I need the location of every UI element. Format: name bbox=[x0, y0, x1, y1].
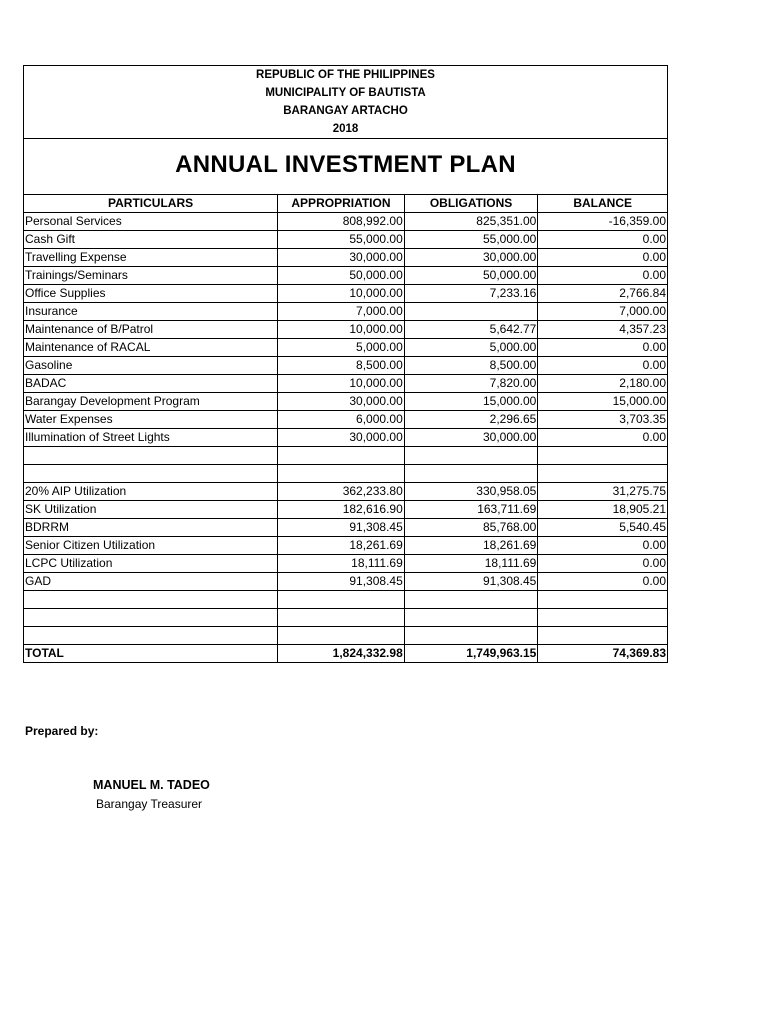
cell-obligations: 825,351.00 bbox=[404, 213, 538, 231]
cell-obligations: 2,296.65 bbox=[404, 411, 538, 429]
cell-appropriation bbox=[278, 465, 405, 483]
table-header-row bbox=[24, 195, 668, 213]
cell-particulars: Trainings/Seminars bbox=[24, 267, 278, 285]
cell-obligations: 85,768.00 bbox=[404, 519, 538, 537]
cell-particulars: Insurance bbox=[24, 303, 278, 321]
table-row bbox=[24, 339, 668, 357]
table-row bbox=[24, 465, 668, 483]
cell-particulars: GAD bbox=[24, 573, 278, 591]
cell-obligations: 5,000.00 bbox=[404, 339, 538, 357]
cell-appropriation bbox=[278, 447, 405, 465]
cell-appropriation: 50,000.00 bbox=[278, 267, 405, 285]
cell-appropriation: 6,000.00 bbox=[278, 411, 405, 429]
report-sheet bbox=[23, 65, 668, 663]
cell-obligations: 15,000.00 bbox=[404, 393, 538, 411]
cell-obligations: 30,000.00 bbox=[404, 249, 538, 267]
cell-appropriation bbox=[278, 591, 405, 609]
cell-appropriation: 10,000.00 bbox=[278, 321, 405, 339]
cell-obligations: 330,958.05 bbox=[404, 483, 538, 501]
cell-balance bbox=[538, 447, 668, 465]
cell-obligations: 163,711.69 bbox=[404, 501, 538, 519]
cell-appropriation: 362,233.80 bbox=[278, 483, 405, 501]
cell-particulars: Barangay Development Program bbox=[24, 393, 278, 411]
cell-balance: -16,359.00 bbox=[538, 213, 668, 231]
cell-balance: 2,766.84 bbox=[538, 285, 668, 303]
table-row bbox=[24, 303, 668, 321]
cell-balance: 0.00 bbox=[538, 429, 668, 447]
signatory-name: MANUEL M. TADEO bbox=[93, 778, 210, 792]
cell-obligations bbox=[404, 465, 538, 483]
cell-particulars bbox=[24, 609, 278, 627]
cell-particulars: Maintenance of RACAL bbox=[24, 339, 278, 357]
cell-balance: 5,540.45 bbox=[538, 519, 668, 537]
cell-obligations bbox=[404, 447, 538, 465]
cell-appropriation: 8,500.00 bbox=[278, 357, 405, 375]
cell-appropriation: 18,261.69 bbox=[278, 537, 405, 555]
total-cell-obligations: 1,749,963.15 bbox=[404, 645, 538, 663]
cell-particulars: SK Utilization bbox=[24, 501, 278, 519]
header-municipality: MUNICIPALITY OF BAUTISTA bbox=[265, 87, 426, 99]
cell-appropriation: 30,000.00 bbox=[278, 393, 405, 411]
cell-obligations: 7,820.00 bbox=[404, 375, 538, 393]
cell-obligations: 18,111.69 bbox=[404, 555, 538, 573]
cell-particulars: BDRRM bbox=[24, 519, 278, 537]
report-header bbox=[23, 65, 668, 138]
total-cell-particulars: TOTAL bbox=[24, 645, 278, 663]
cell-appropriation bbox=[278, 609, 405, 627]
table-row bbox=[24, 429, 668, 447]
table-row bbox=[24, 501, 668, 519]
cell-particulars bbox=[24, 627, 278, 645]
cell-balance: 0.00 bbox=[538, 555, 668, 573]
cell-balance bbox=[538, 465, 668, 483]
cell-obligations: 7,233.16 bbox=[404, 285, 538, 303]
cell-particulars: BADAC bbox=[24, 375, 278, 393]
cell-particulars: Senior Citizen Utilization bbox=[24, 537, 278, 555]
cell-balance: 2,180.00 bbox=[538, 375, 668, 393]
cell-balance bbox=[538, 627, 668, 645]
cell-particulars: Cash Gift bbox=[24, 231, 278, 249]
cell-obligations: 8,500.00 bbox=[404, 357, 538, 375]
cell-balance bbox=[538, 591, 668, 609]
cell-appropriation: 10,000.00 bbox=[278, 285, 405, 303]
cell-particulars: Gasoline bbox=[24, 357, 278, 375]
table-row bbox=[24, 285, 668, 303]
cell-obligations: 18,261.69 bbox=[404, 537, 538, 555]
cell-balance: 7,000.00 bbox=[538, 303, 668, 321]
cell-appropriation: 182,616.90 bbox=[278, 501, 405, 519]
total-row bbox=[24, 645, 668, 663]
table-row bbox=[24, 447, 668, 465]
cell-particulars: Illumination of Street Lights bbox=[24, 429, 278, 447]
cell-balance: 15,000.00 bbox=[538, 393, 668, 411]
prepared-by-label: Prepared by: bbox=[25, 724, 99, 738]
cell-obligations bbox=[404, 591, 538, 609]
cell-appropriation: 7,000.00 bbox=[278, 303, 405, 321]
cell-balance: 0.00 bbox=[538, 249, 668, 267]
table-row bbox=[24, 411, 668, 429]
cell-obligations bbox=[404, 303, 538, 321]
cell-balance: 4,357.23 bbox=[538, 321, 668, 339]
cell-balance: 31,275.75 bbox=[538, 483, 668, 501]
table-body bbox=[24, 213, 668, 663]
cell-appropriation: 5,000.00 bbox=[278, 339, 405, 357]
investment-table bbox=[23, 194, 668, 663]
cell-balance: 0.00 bbox=[538, 573, 668, 591]
cell-appropriation: 30,000.00 bbox=[278, 249, 405, 267]
table-row bbox=[24, 627, 668, 645]
table-row bbox=[24, 537, 668, 555]
cell-obligations: 50,000.00 bbox=[404, 267, 538, 285]
cell-appropriation: 30,000.00 bbox=[278, 429, 405, 447]
header-year: 2018 bbox=[332, 123, 359, 135]
cell-balance: 0.00 bbox=[538, 267, 668, 285]
cell-obligations: 5,642.77 bbox=[404, 321, 538, 339]
column-header-particulars: PARTICULARS bbox=[24, 195, 278, 213]
cell-balance bbox=[538, 609, 668, 627]
cell-balance: 18,905.21 bbox=[538, 501, 668, 519]
table-row bbox=[24, 375, 668, 393]
cell-obligations: 55,000.00 bbox=[404, 231, 538, 249]
cell-particulars: Travelling Expense bbox=[24, 249, 278, 267]
table-row bbox=[24, 321, 668, 339]
cell-particulars: Office Supplies bbox=[24, 285, 278, 303]
table-row bbox=[24, 519, 668, 537]
table-row bbox=[24, 483, 668, 501]
cell-obligations: 91,308.45 bbox=[404, 573, 538, 591]
cell-balance: 0.00 bbox=[538, 339, 668, 357]
cell-obligations bbox=[404, 627, 538, 645]
table-row bbox=[24, 591, 668, 609]
cell-appropriation: 18,111.69 bbox=[278, 555, 405, 573]
cell-particulars bbox=[24, 447, 278, 465]
cell-balance: 3,703.35 bbox=[538, 411, 668, 429]
cell-particulars: LCPC Utilization bbox=[24, 555, 278, 573]
page-title: ANNUAL INVESTMENT PLAN bbox=[23, 138, 668, 194]
table-row bbox=[24, 573, 668, 591]
table-row bbox=[24, 609, 668, 627]
cell-balance: 0.00 bbox=[538, 537, 668, 555]
cell-particulars: Personal Services bbox=[24, 213, 278, 231]
cell-obligations: 30,000.00 bbox=[404, 429, 538, 447]
header-country: REPUBLIC OF THE PHILIPPINES bbox=[256, 69, 435, 81]
table-row bbox=[24, 249, 668, 267]
table-row bbox=[24, 213, 668, 231]
cell-appropriation: 55,000.00 bbox=[278, 231, 405, 249]
cell-balance: 0.00 bbox=[538, 231, 668, 249]
cell-appropriation bbox=[278, 627, 405, 645]
cell-appropriation: 91,308.45 bbox=[278, 519, 405, 537]
table-row bbox=[24, 357, 668, 375]
signatory-position: Barangay Treasurer bbox=[96, 797, 203, 811]
header-barangay: BARANGAY ARTACHO bbox=[283, 105, 408, 117]
cell-particulars: 20% AIP Utilization bbox=[24, 483, 278, 501]
cell-appropriation: 808,992.00 bbox=[278, 213, 405, 231]
cell-particulars: Maintenance of B/Patrol bbox=[24, 321, 278, 339]
column-header-balance: BALANCE bbox=[538, 195, 668, 213]
total-cell-appropriation: 1,824,332.98 bbox=[278, 645, 405, 663]
cell-obligations bbox=[404, 609, 538, 627]
cell-particulars bbox=[24, 591, 278, 609]
cell-particulars: Water Expenses bbox=[24, 411, 278, 429]
column-header-obligations: OBLIGATIONS bbox=[404, 195, 538, 213]
table-row bbox=[24, 555, 668, 573]
cell-balance: 0.00 bbox=[538, 357, 668, 375]
cell-particulars bbox=[24, 465, 278, 483]
cell-appropriation: 91,308.45 bbox=[278, 573, 405, 591]
table-row bbox=[24, 231, 668, 249]
table-row bbox=[24, 267, 668, 285]
cell-appropriation: 10,000.00 bbox=[278, 375, 405, 393]
column-header-appropriation: APPROPRIATION bbox=[278, 195, 405, 213]
table-row bbox=[24, 393, 668, 411]
total-cell-balance: 74,369.83 bbox=[538, 645, 668, 663]
